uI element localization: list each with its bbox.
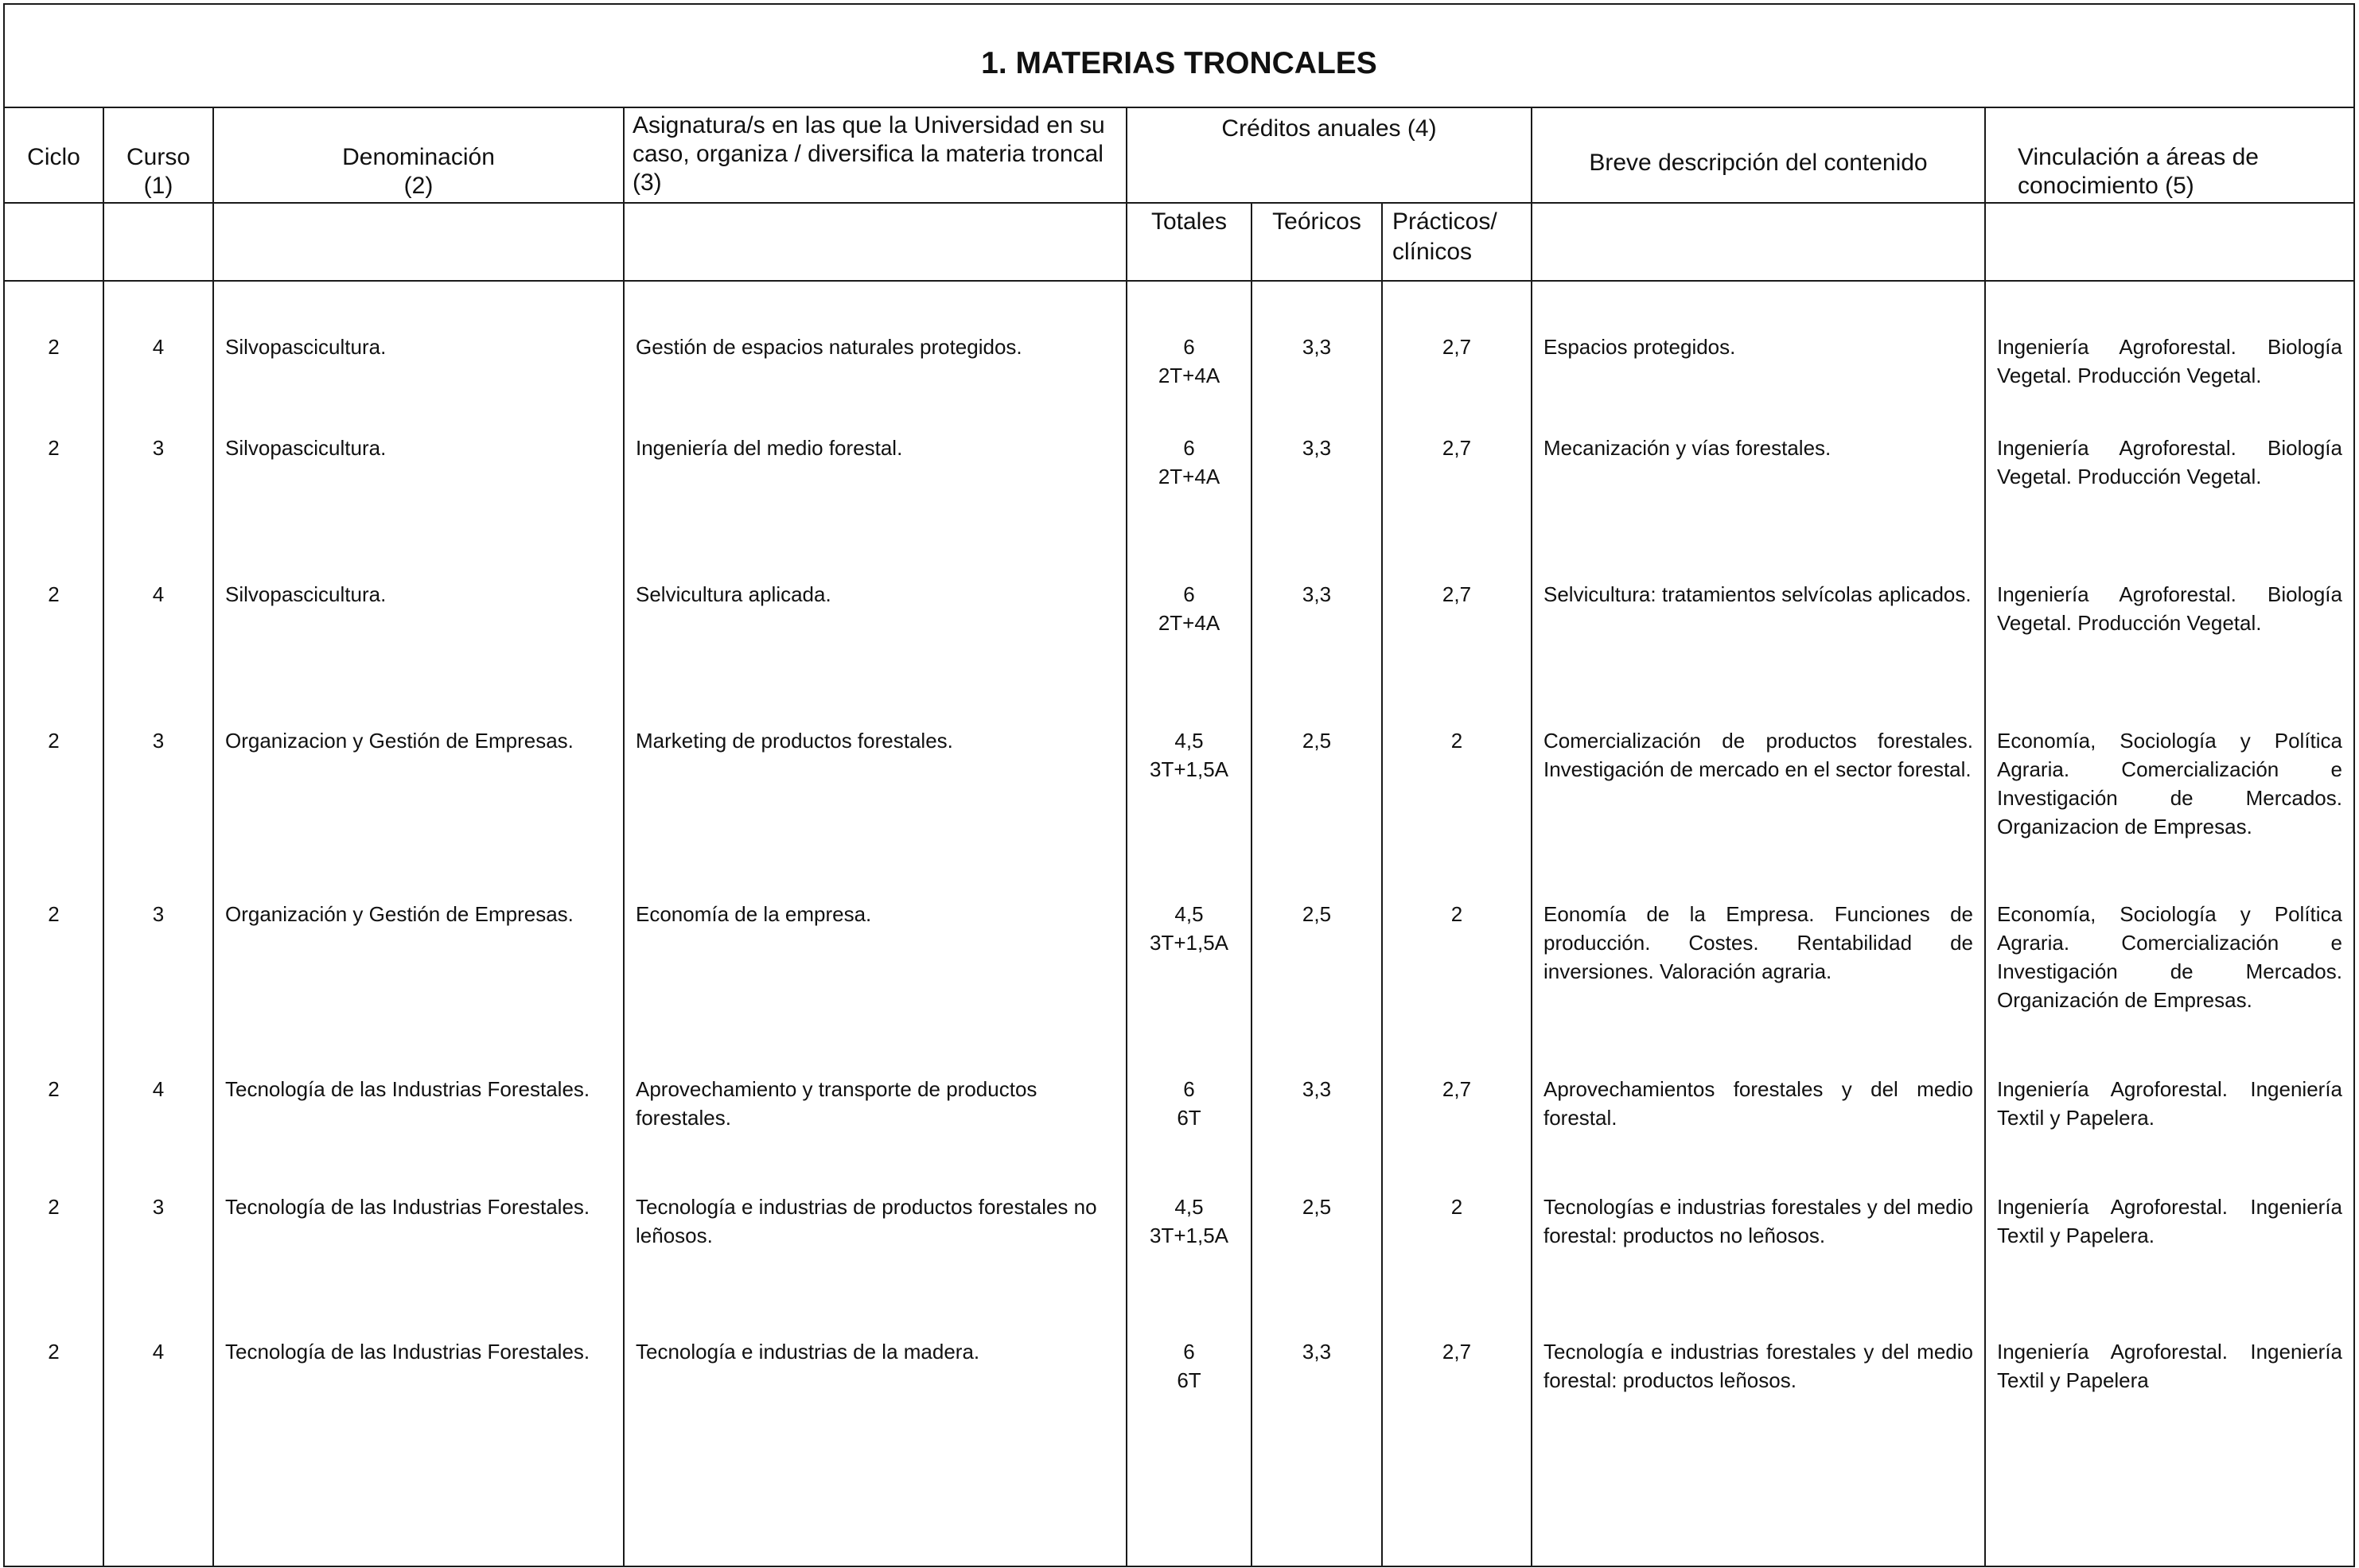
cell-curso: 3 xyxy=(103,720,213,893)
filler-cell xyxy=(624,1490,1127,1566)
cell-asignatura: Gestión de espacios naturales protegidos. xyxy=(624,281,1127,427)
subheader-empty-denominacion xyxy=(213,203,624,281)
header-descripcion: Breve descripción del contenido xyxy=(1532,107,1985,203)
cell-descripcion: Tecnologías e industrias forestales y del medio forestal: productos no leñosos. xyxy=(1532,1186,1985,1331)
cell-denominacion: Tecnología de las Industrias Forestales. xyxy=(213,1186,624,1331)
cell-asignatura: Ingeniería del medio forestal. xyxy=(624,427,1127,574)
cell-totales-detail: 6T xyxy=(1177,1368,1201,1392)
table-filler-row xyxy=(4,1490,2354,1566)
cell-curso: 3 xyxy=(103,427,213,574)
cell-totales xyxy=(1127,720,1252,893)
table-row xyxy=(4,1331,2354,1490)
header-curso-label: Curso xyxy=(126,144,191,170)
header-denominacion-note: (2) xyxy=(403,173,434,199)
cell-teoricos: 3,3 xyxy=(1252,1331,1382,1490)
table-row xyxy=(4,281,2354,427)
cell-totales-value: 4,5 xyxy=(1174,1195,1204,1219)
cell-descripcion: Mecanización y vías forestales. xyxy=(1532,427,1985,574)
cell-practicos: 2,7 xyxy=(1382,281,1532,427)
cell-practicos: 2,7 xyxy=(1382,1331,1532,1490)
table-row xyxy=(4,427,2354,574)
cell-totales-value: 6 xyxy=(1183,1077,1195,1101)
cell-totales-value: 6 xyxy=(1183,335,1195,359)
filler-cell xyxy=(1252,1490,1382,1566)
cell-descripcion: Aprovechamientos forestales y del medio forestal. xyxy=(1532,1068,1985,1186)
cell-teoricos: 3,3 xyxy=(1252,427,1382,574)
cell-totales xyxy=(1127,427,1252,574)
cell-totales-detail: 2T+4A xyxy=(1158,364,1220,387)
table-title: 1. MATERIAS TRONCALES xyxy=(4,4,2354,107)
filler-cell xyxy=(1382,1490,1532,1566)
subheader-empty-descripcion xyxy=(1532,203,1985,281)
cell-asignatura: Marketing de productos forestales. xyxy=(624,720,1127,893)
filler-cell xyxy=(1532,1490,1985,1566)
cell-asignatura: Selvicultura aplicada. xyxy=(624,574,1127,720)
header-ciclo xyxy=(4,107,103,203)
cell-practicos: 2,7 xyxy=(1382,1068,1532,1186)
header-teoricos: Teóricos xyxy=(1252,203,1382,281)
subheader-empty-vinculacion xyxy=(1985,203,2354,281)
header-vinculacion: Vinculación a áreas de conocimiento (5) xyxy=(1985,107,2354,203)
cell-asignatura: Tecnología e industrias de productos forestales no leñosos. xyxy=(624,1186,1127,1331)
cell-practicos: 2 xyxy=(1382,1186,1532,1331)
header-creditos: Créditos anuales (4) xyxy=(1127,107,1532,203)
cell-practicos: 2,7 xyxy=(1382,574,1532,720)
filler-cell xyxy=(1985,1490,2354,1566)
cell-vinculacion: Ingeniería Agroforestal. Biología Vegetal. Producción Vegetal. xyxy=(1985,427,2354,574)
cell-vinculacion: Ingeniería Agroforestal. Ingeniería Textil y Papelera. xyxy=(1985,1186,2354,1331)
cell-descripcion: Tecnología e industrias forestales y del medio forestal: productos leñosos. xyxy=(1532,1331,1985,1490)
cell-curso: 4 xyxy=(103,1068,213,1186)
cell-totales xyxy=(1127,1331,1252,1490)
cell-denominacion: Organización y Gestión de Empresas. xyxy=(213,893,624,1068)
header-practicos: Prácticos/ clínicos xyxy=(1382,203,1532,281)
cell-asignatura: Economía de la empresa. xyxy=(624,893,1127,1068)
cell-totales-detail: 2T+4A xyxy=(1158,465,1220,488)
table-row xyxy=(4,1068,2354,1186)
cell-practicos: 2 xyxy=(1382,720,1532,893)
table-row xyxy=(4,720,2354,893)
cell-descripcion: Comercialización de productos forestales. Investigación de mercado en el sector forestal. xyxy=(1532,720,1985,893)
cell-denominacion: Tecnología de las Industrias Forestales. xyxy=(213,1068,624,1186)
cell-totales-detail: 3T+1,5A xyxy=(1149,1224,1228,1247)
cell-teoricos: 3,3 xyxy=(1252,574,1382,720)
cell-denominacion: Silvopascicultura. xyxy=(213,574,624,720)
cell-teoricos: 2,5 xyxy=(1252,720,1382,893)
cell-vinculacion: Economía, Sociología y Política Agraria. Comercialización e Investigación de Mercados. Organización de Empresas. xyxy=(1985,893,2354,1068)
cell-totales xyxy=(1127,1068,1252,1186)
cell-ciclo: 2 xyxy=(4,893,103,1068)
cell-denominacion: Tecnología de las Industrias Forestales. xyxy=(213,1331,624,1490)
filler-cell xyxy=(1127,1490,1252,1566)
subheader-empty-asignatura xyxy=(624,203,1127,281)
materias-troncales-table xyxy=(3,3,2355,1567)
header-totales: Totales xyxy=(1127,203,1252,281)
subheader-empty-curso xyxy=(103,203,213,281)
filler-cell xyxy=(103,1490,213,1566)
cell-curso: 4 xyxy=(103,1331,213,1490)
subheader-empty-ciclo xyxy=(4,203,103,281)
cell-curso: 4 xyxy=(103,574,213,720)
cell-totales-value: 4,5 xyxy=(1174,902,1204,926)
cell-curso: 3 xyxy=(103,1186,213,1331)
cell-ciclo: 2 xyxy=(4,1068,103,1186)
cell-teoricos: 3,3 xyxy=(1252,1068,1382,1186)
filler-cell xyxy=(213,1490,624,1566)
cell-totales xyxy=(1127,574,1252,720)
table-row xyxy=(4,574,2354,720)
header-asignatura: Asignatura/s en las que la Universidad en su caso, organiza / diversifica la materia troncal (3) xyxy=(624,107,1127,203)
cell-totales-value: 6 xyxy=(1183,1340,1195,1364)
cell-totales xyxy=(1127,893,1252,1068)
cell-curso: 3 xyxy=(103,893,213,1068)
cell-totales-detail: 3T+1,5A xyxy=(1149,757,1228,781)
cell-denominacion: Silvopascicultura. xyxy=(213,427,624,574)
cell-descripcion: Espacios protegidos. xyxy=(1532,281,1985,427)
cell-vinculacion: Ingeniería Agroforestal. Biología Vegetal. Producción Vegetal. xyxy=(1985,574,2354,720)
cell-denominacion: Organizacion y Gestión de Empresas. xyxy=(213,720,624,893)
header-denominacion-label: Denominación xyxy=(342,144,495,170)
header-curso xyxy=(103,107,213,203)
table-row xyxy=(4,1186,2354,1331)
cell-ciclo: 2 xyxy=(4,1331,103,1490)
cell-denominacion: Silvopascicultura. xyxy=(213,281,624,427)
cell-vinculacion: Economía, Sociología y Política Agraria. Comercialización e Investigación de Mercados. Organizacion de Empresas. xyxy=(1985,720,2354,893)
filler-cell xyxy=(4,1490,103,1566)
cell-asignatura: Aprovechamiento y transporte de productos forestales. xyxy=(624,1068,1127,1186)
cell-totales-detail: 6T xyxy=(1177,1106,1201,1130)
cell-ciclo: 2 xyxy=(4,427,103,574)
cell-totales-detail: 3T+1,5A xyxy=(1149,931,1228,955)
cell-totales xyxy=(1127,1186,1252,1331)
cell-descripcion: Eonomía de la Empresa. Funciones de producción. Costes. Rentabilidad de inversiones. Valoración agraria. xyxy=(1532,893,1985,1068)
cell-teoricos: 2,5 xyxy=(1252,1186,1382,1331)
header-ciclo-label: Ciclo xyxy=(27,144,80,170)
cell-descripcion: Selvicultura: tratamientos selvícolas aplicados. xyxy=(1532,574,1985,720)
cell-curso: 4 xyxy=(103,281,213,427)
cell-practicos: 2 xyxy=(1382,893,1532,1068)
table-body xyxy=(4,281,2354,1566)
cell-totales xyxy=(1127,281,1252,427)
cell-ciclo: 2 xyxy=(4,720,103,893)
header-denominacion xyxy=(213,107,624,203)
cell-totales-value: 4,5 xyxy=(1174,729,1204,753)
cell-ciclo: 2 xyxy=(4,574,103,720)
cell-ciclo: 2 xyxy=(4,1186,103,1331)
cell-vinculacion: Ingeniería Agroforestal. Ingeniería Textil y Papelera xyxy=(1985,1331,2354,1490)
header-curso-note: (1) xyxy=(143,173,173,199)
cell-totales-value: 6 xyxy=(1183,436,1195,460)
cell-teoricos: 2,5 xyxy=(1252,893,1382,1068)
cell-vinculacion: Ingeniería Agroforestal. Biología Vegetal. Producción Vegetal. xyxy=(1985,281,2354,427)
cell-teoricos: 3,3 xyxy=(1252,281,1382,427)
cell-totales-detail: 2T+4A xyxy=(1158,611,1220,635)
cell-ciclo: 2 xyxy=(4,281,103,427)
cell-practicos: 2,7 xyxy=(1382,427,1532,574)
cell-totales-value: 6 xyxy=(1183,582,1195,606)
cell-asignatura: Tecnología e industrias de la madera. xyxy=(624,1331,1127,1490)
table-row xyxy=(4,893,2354,1068)
cell-vinculacion: Ingeniería Agroforestal. Ingeniería Textil y Papelera. xyxy=(1985,1068,2354,1186)
